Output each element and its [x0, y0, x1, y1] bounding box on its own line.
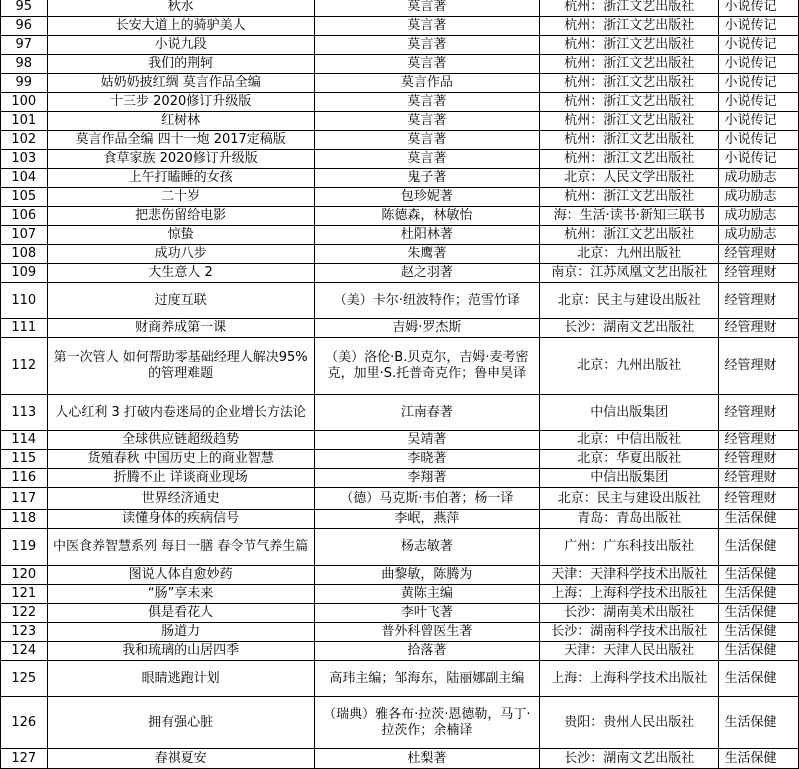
table-row: [1, 623, 799, 642]
cell-publisher: 天津：天津科学技术出版社: [539, 566, 719, 585]
cell-publisher: 长沙：湖南文艺出版社: [539, 319, 719, 338]
cell-publisher: 北京：九州出版社: [539, 338, 719, 395]
cell-title: 秋水: [47, 0, 314, 17]
cell-author: 李晓著: [314, 450, 539, 469]
cell-title: 世界经济通史: [47, 488, 314, 510]
cell-category: 生活保健: [719, 566, 799, 585]
cell-category: 生活保健: [719, 749, 799, 769]
cell-number: 101: [1, 112, 48, 131]
table-row: [1, 469, 799, 488]
cell-author: 莫言著: [314, 131, 539, 150]
cell-category: 经管理财: [719, 319, 799, 338]
cell-title: 人心红利 3 打破内卷迷局的企业增长方法论: [47, 395, 314, 431]
cell-title: 过度互联: [47, 283, 314, 319]
cell-publisher: 北京：华夏出版社: [539, 450, 719, 469]
cell-publisher: 北京：中信出版社: [539, 431, 719, 450]
cell-publisher: 杭州：浙江文艺出版社: [539, 17, 719, 36]
cell-publisher: 贵阳：贵州人民出版社: [539, 697, 719, 749]
cell-category: 经管理财: [719, 488, 799, 510]
table-row: [1, 112, 799, 131]
cell-author: （瑞典）雅各布·拉茨·恩德勒，马丁·拉茨作；余楠译: [314, 697, 539, 749]
cell-title: 莫言作品全编 四十一炮 2017定稿版: [47, 131, 314, 150]
cell-number: 114: [1, 431, 48, 450]
cell-publisher: 天津：天津人民出版社: [539, 642, 719, 661]
cell-number: 119: [1, 529, 48, 566]
table-row: [1, 55, 799, 74]
cell-title: 肠道力: [47, 623, 314, 642]
cell-title: 读懂身体的疾病信号: [47, 510, 314, 529]
cell-category: 成功励志: [719, 226, 799, 245]
cell-publisher: 杭州：浙江文艺出版社: [539, 36, 719, 55]
cell-author: 莫言著: [314, 36, 539, 55]
cell-number: 104: [1, 169, 48, 188]
cell-title: 春祺夏安: [47, 749, 314, 769]
cell-author: （美）卡尔·纽波特作；范雪竹译: [314, 283, 539, 319]
cell-title: 财商养成第一课: [47, 319, 314, 338]
cell-category: 小说传记: [719, 93, 799, 112]
table-row: [1, 150, 799, 169]
cell-title: 第一次管人 如何帮助零基础经理人解决95%的管理难题: [47, 338, 314, 395]
cell-author: 杜梨著: [314, 749, 539, 769]
table-row: [1, 207, 799, 226]
cell-title: “肠”享未来: [47, 585, 314, 604]
cell-number: 109: [1, 264, 48, 283]
cell-number: 106: [1, 207, 48, 226]
table-row: [1, 566, 799, 585]
cell-publisher: 青岛：青岛出版社: [539, 510, 719, 529]
cell-publisher: 杭州：浙江文艺出版社: [539, 74, 719, 93]
cell-author: 朱鹰著: [314, 245, 539, 264]
cell-category: 成功励志: [719, 207, 799, 226]
cell-number: 98: [1, 55, 48, 74]
cell-number: 121: [1, 585, 48, 604]
cell-number: 117: [1, 488, 48, 510]
cell-author: （德）马克斯·韦伯著；杨一译: [314, 488, 539, 510]
cell-number: 116: [1, 469, 48, 488]
table-row: [1, 74, 799, 93]
cell-author: 莫言著: [314, 0, 539, 17]
cell-category: 小说传记: [719, 131, 799, 150]
table-row: [1, 17, 799, 36]
cell-number: 111: [1, 319, 48, 338]
cell-number: 125: [1, 661, 48, 697]
cell-category: 生活保健: [719, 697, 799, 749]
cell-title: 食草家族 2020修订升级版: [47, 150, 314, 169]
cell-author: 莫言著: [314, 93, 539, 112]
cell-title: 长安大道上的骑驴美人: [47, 17, 314, 36]
cell-publisher: 北京：民主与建设出版社: [539, 488, 719, 510]
cell-publisher: 北京：民主与建设出版社: [539, 283, 719, 319]
cell-title: 俱是看花人: [47, 604, 314, 623]
cell-title: 上午打瞌睡的女孩: [47, 169, 314, 188]
cell-category: 小说传记: [719, 36, 799, 55]
table-row: [1, 283, 799, 319]
cell-title: 大生意人 2: [47, 264, 314, 283]
cell-author: 莫言著: [314, 17, 539, 36]
cell-category: 经管理财: [719, 469, 799, 488]
table-row: [1, 642, 799, 661]
cell-publisher: 海：生活·读书·新知三联书: [539, 207, 719, 226]
cell-number: 115: [1, 450, 48, 469]
cell-category: 小说传记: [719, 112, 799, 131]
cell-number: 100: [1, 93, 48, 112]
cell-author: 普外科曾医生著: [314, 623, 539, 642]
cell-publisher: 长沙：湖南文艺出版社: [539, 749, 719, 769]
cell-title: 惊蛰: [47, 226, 314, 245]
cell-category: 生活保健: [719, 642, 799, 661]
table-row: [1, 188, 799, 207]
cell-title: 红树林: [47, 112, 314, 131]
cell-title: 图说人体自愈妙药: [47, 566, 314, 585]
cell-publisher: 杭州：浙江文艺出版社: [539, 226, 719, 245]
cell-number: 99: [1, 74, 48, 93]
cell-author: 莫言著: [314, 112, 539, 131]
table-row: [1, 226, 799, 245]
cell-author: 莫言著: [314, 55, 539, 74]
table-row: [1, 0, 799, 17]
cell-number: 113: [1, 395, 48, 431]
cell-publisher: 杭州：浙江文艺出版社: [539, 150, 719, 169]
cell-category: 小说传记: [719, 17, 799, 36]
cell-category: 生活保健: [719, 529, 799, 566]
cell-author: 包珍妮著: [314, 188, 539, 207]
cell-publisher: 北京：九州出版社: [539, 245, 719, 264]
table-row: [1, 604, 799, 623]
cell-author: 陈德森，林敏怡: [314, 207, 539, 226]
table-row: [1, 488, 799, 510]
cell-number: 102: [1, 131, 48, 150]
table-row: [1, 264, 799, 283]
table-row: [1, 697, 799, 749]
cell-category: 经管理财: [719, 264, 799, 283]
cell-publisher: 上海：上海科学技术出版社: [539, 661, 719, 697]
table-row: [1, 36, 799, 55]
cell-number: 105: [1, 188, 48, 207]
cell-author: 鬼子著: [314, 169, 539, 188]
cell-title: 折腾不止 详谈商业现场: [47, 469, 314, 488]
table-row: [1, 450, 799, 469]
cell-publisher: 广州：广东科技出版社: [539, 529, 719, 566]
cell-author: 莫言作品: [314, 74, 539, 93]
table-row: [1, 169, 799, 188]
cell-publisher: 杭州：浙江文艺出版社: [539, 55, 719, 74]
cell-category: 小说传记: [719, 150, 799, 169]
table-row: [1, 661, 799, 697]
cell-title: 小说九段: [47, 36, 314, 55]
table-row: [1, 529, 799, 566]
cell-category: 成功励志: [719, 188, 799, 207]
cell-publisher: 中信出版集团: [539, 395, 719, 431]
cell-number: 107: [1, 226, 48, 245]
cell-title: 拥有强心脏: [47, 697, 314, 749]
table-row: [1, 749, 799, 769]
cell-category: 小说传记: [719, 0, 799, 17]
cell-category: 小说传记: [719, 74, 799, 93]
cell-author: 拾落著: [314, 642, 539, 661]
cell-title: 姑奶奶披红绸 莫言作品全编: [47, 74, 314, 93]
cell-title: 把悲伤留给电影: [47, 207, 314, 226]
cell-publisher: 杭州：浙江文艺出版社: [539, 93, 719, 112]
cell-author: 吉姆·罗杰斯: [314, 319, 539, 338]
cell-publisher: 杭州：浙江文艺出版社: [539, 131, 719, 150]
cell-author: 吴靖著: [314, 431, 539, 450]
book-list-body: [1, 0, 799, 769]
cell-publisher: 长沙：湖南美术出版社: [539, 604, 719, 623]
cell-author: 李翔著: [314, 469, 539, 488]
cell-category: 经管理财: [719, 338, 799, 395]
cell-number: 122: [1, 604, 48, 623]
cell-number: 124: [1, 642, 48, 661]
cell-author: 黄陈主编: [314, 585, 539, 604]
cell-number: 127: [1, 749, 48, 769]
cell-number: 97: [1, 36, 48, 55]
cell-number: 118: [1, 510, 48, 529]
cell-author: 赵之羽著: [314, 264, 539, 283]
cell-author: 李叶飞著: [314, 604, 539, 623]
cell-number: 126: [1, 697, 48, 749]
cell-number: 96: [1, 17, 48, 36]
cell-category: 小说传记: [719, 55, 799, 74]
table-row: [1, 510, 799, 529]
cell-author: 杜阳林著: [314, 226, 539, 245]
cell-title: 二十岁: [47, 188, 314, 207]
cell-category: 生活保健: [719, 623, 799, 642]
cell-publisher: 北京：人民文学出版社: [539, 169, 719, 188]
cell-category: 经管理财: [719, 395, 799, 431]
cell-title: 全球供应链超级趋势: [47, 431, 314, 450]
cell-title: 成功八步: [47, 245, 314, 264]
cell-title: 我们的荆轲: [47, 55, 314, 74]
cell-title: 十三步 2020修订升级版: [47, 93, 314, 112]
cell-author: 李岷，燕萍: [314, 510, 539, 529]
cell-number: 108: [1, 245, 48, 264]
cell-number: 120: [1, 566, 48, 585]
cell-publisher: 长沙：湖南科学技术出版社: [539, 623, 719, 642]
cell-number: 110: [1, 283, 48, 319]
cell-author: 高玮主编；邹海东，陆丽娜副主编: [314, 661, 539, 697]
cell-publisher: 南京：江苏凤凰文艺出版社: [539, 264, 719, 283]
cell-author: 江南春著: [314, 395, 539, 431]
table-row: [1, 319, 799, 338]
cell-author: 曲黎敏，陈腾为: [314, 566, 539, 585]
cell-category: 生活保健: [719, 661, 799, 697]
cell-publisher: 杭州：浙江文艺出版社: [539, 188, 719, 207]
cell-publisher: 杭州：浙江文艺出版社: [539, 112, 719, 131]
table-row: [1, 585, 799, 604]
cell-number: 112: [1, 338, 48, 395]
cell-category: 生活保健: [719, 510, 799, 529]
cell-publisher: 杭州：浙江文艺出版社: [539, 0, 719, 17]
table-row: [1, 93, 799, 112]
cell-category: 经管理财: [719, 450, 799, 469]
table-row: [1, 431, 799, 450]
cell-publisher: 中信出版集团: [539, 469, 719, 488]
cell-title: 眼睛逃跑计划: [47, 661, 314, 697]
cell-number: 123: [1, 623, 48, 642]
cell-number: 103: [1, 150, 48, 169]
cell-category: 经管理财: [719, 431, 799, 450]
table-row: [1, 131, 799, 150]
cell-category: 经管理财: [719, 245, 799, 264]
cell-category: 生活保健: [719, 604, 799, 623]
cell-author: 杨志敏著: [314, 529, 539, 566]
cell-title: 中医食养智慧系列 每日一膳 春令节气养生篇: [47, 529, 314, 566]
cell-category: 经管理财: [719, 283, 799, 319]
cell-title: 货殖春秋 中国历史上的商业智慧: [47, 450, 314, 469]
cell-author: 莫言著: [314, 150, 539, 169]
table-row: [1, 245, 799, 264]
cell-category: 生活保健: [719, 585, 799, 604]
cell-publisher: 上海：上海科学技术出版社: [539, 585, 719, 604]
cell-author: （美）洛伦·B.贝克尔，吉姆·麦考密克，加里·S.托普奇克作；鲁申昊译: [314, 338, 539, 395]
table-row: [1, 338, 799, 395]
table-row: [1, 395, 799, 431]
cell-category: 成功励志: [719, 169, 799, 188]
cell-title: 我和琉璃的山居四季: [47, 642, 314, 661]
cell-number: 95: [1, 0, 48, 17]
